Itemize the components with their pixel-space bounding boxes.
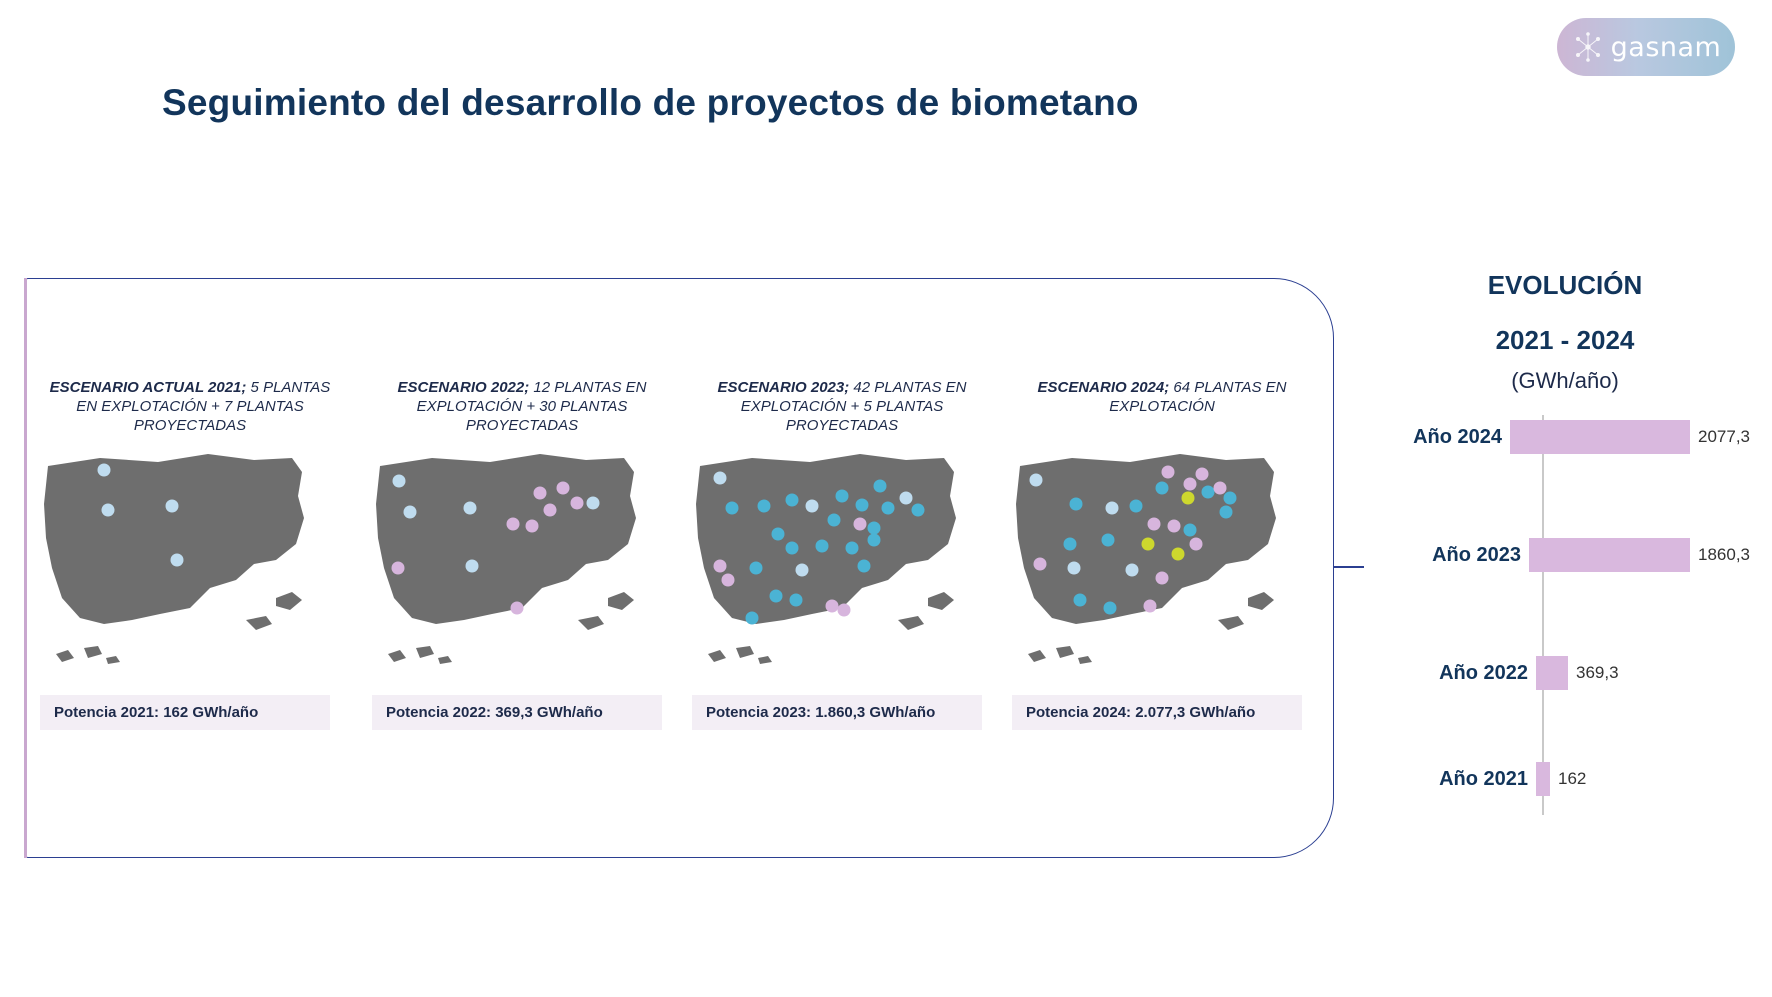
plant-dot [856,499,869,512]
plant-dot [544,504,557,517]
scenario-caption-rest: 64 PLANTAS EN EXPLOTACIÓN [1109,379,1287,415]
plant-dot [854,518,867,531]
bar-row [1390,757,1750,801]
plant-dot [1104,602,1117,615]
chart-title-sub: 2021 - 2024 [1495,325,1635,355]
scenario-2022 [372,378,672,730]
bar-track [1529,533,1750,577]
plant-dot [171,554,184,567]
plant-dot [464,502,477,515]
plant-dot [726,502,739,515]
bar-label: Año 2021 [1439,767,1528,790]
bar-label: Año 2022 [1439,661,1528,684]
plant-dot [838,604,851,617]
potencia-2021: Potencia 2021: 162 GWh/año [40,695,330,730]
plant-dot [1224,492,1237,505]
plant-dot [507,518,520,531]
scenario-caption [40,378,340,440]
bar-row [1390,415,1750,459]
plant-dot [571,497,584,510]
potencia-2024: Potencia 2024: 2.077,3 GWh/año [1012,695,1302,730]
plant-dot [1220,506,1233,519]
bar-2021 [1536,762,1550,796]
plant-dot [1102,534,1115,547]
page-title: Seguimiento del desarrollo de proyectos de biometano [162,82,1139,123]
plant-dot [1184,524,1197,537]
bar-2023 [1529,538,1690,572]
map-2024 [1012,448,1302,691]
plant-dot [1190,538,1203,551]
plant-dot [466,560,479,573]
plant-dot [511,602,524,615]
plant-dot [98,464,111,477]
scenario-caption-bold: ESCENARIO ACTUAL 2021; [49,379,247,396]
plant-dot [816,540,829,553]
plant-dot [874,480,887,493]
plant-dot [1144,600,1157,613]
scenario-caption-rest: 12 PLANTAS EN EXPLOTACIÓN + 30 PLANTAS PROYECTADAS [416,379,647,434]
plant-dot [1156,572,1169,585]
bar-value: 369,3 [1576,663,1619,682]
plant-dot [806,500,819,513]
scenario-caption-rest: 5 PLANTAS EN EXPLOTACIÓN + 7 PLANTAS PROYECTADAS [76,379,331,434]
bar-track [1536,651,1750,695]
plant-dot [846,542,859,555]
chart-axis [1542,415,1544,815]
plant-dot [1070,498,1083,511]
map-2023 [692,448,982,691]
plant-dot [790,594,803,607]
plant-dot [404,506,417,519]
plant-dot [1162,466,1175,479]
plant-dot [836,490,849,503]
plant-dot [786,494,799,507]
gasnam-logo [1557,18,1735,76]
bar-label: Año 2023 [1432,543,1521,566]
scenario-caption-bold: ESCENARIO 2022; [397,379,530,396]
plant-dot [1168,520,1181,533]
logo-text: gasnam [1610,31,1722,63]
plant-dot [786,542,799,555]
bar-value: 1860,3 [1698,545,1750,564]
bar-row [1390,533,1750,577]
plant-dot [1172,548,1185,561]
plant-dot [772,528,785,541]
plant-dot [526,520,539,533]
plant-dot [102,504,115,517]
bar-track [1536,757,1750,801]
plant-dot [796,564,809,577]
plant-dot [534,487,547,500]
scenario-2024 [1012,378,1312,730]
plant-dot [1074,594,1087,607]
scenario-caption [1012,378,1312,440]
panel-accent-edge [24,278,27,858]
plant-dot [868,534,881,547]
map-2021 [40,448,330,691]
plant-dot [770,590,783,603]
bar-label: Año 2024 [1413,425,1502,448]
bar-2024 [1510,420,1690,454]
bar-row [1390,651,1750,695]
plant-dot [1126,564,1139,577]
plant-dot [828,514,841,527]
plant-dot [393,475,406,488]
scenario-caption [692,378,992,440]
potencia-2022: Potencia 2022: 369,3 GWh/año [372,695,662,730]
plant-dot [912,504,925,517]
network-icon [1571,30,1605,64]
scenario-2021 [40,378,340,730]
bar-track [1510,415,1750,459]
scenario-caption [372,378,672,440]
plant-dot [1130,500,1143,513]
plant-dot [900,492,913,505]
plant-dot [758,500,771,513]
scenario-2023 [692,378,992,730]
plant-dot [1196,468,1209,481]
plant-dot [1064,538,1077,551]
plant-dot [722,574,735,587]
bar-value: 162 [1558,769,1587,788]
plant-dot [746,612,759,625]
plant-dot [1068,562,1081,575]
plant-dot [587,497,600,510]
chart-units: (GWh/año) [1511,368,1619,393]
plant-dot [858,560,871,573]
scenario-caption-bold: ESCENARIO 2023; [717,379,850,396]
plant-dot [1148,518,1161,531]
map-2022 [372,448,662,691]
chart-title [1400,258,1730,368]
plant-dot [882,502,895,515]
scenario-caption-bold: ESCENARIO 2024; [1037,379,1170,396]
scenario-caption-rest: 42 PLANTAS EN EXPLOTACIÓN + 5 PLANTAS PROYECTADAS [740,379,967,434]
plant-dot [392,562,405,575]
panel-chart-connector [1334,566,1364,568]
chart-title-main: EVOLUCIÓN [1487,270,1643,300]
plant-dot [1156,482,1169,495]
plant-dot [1184,478,1197,491]
bar-value: 2077,3 [1698,427,1750,446]
plant-dot [750,562,763,575]
logo-inner [1571,30,1722,64]
plant-dot [557,482,570,495]
plant-dot [1142,538,1155,551]
plant-dot [1106,502,1119,515]
plant-dot [1030,474,1043,487]
evolution-bar-chart [1390,415,1750,815]
plant-dot [1034,558,1047,571]
plant-dot [714,472,727,485]
plant-dot [166,500,179,513]
plant-dot [1182,492,1195,505]
plant-dot [714,560,727,573]
bar-2022 [1536,656,1568,690]
potencia-2023: Potencia 2023: 1.860,3 GWh/año [692,695,982,730]
